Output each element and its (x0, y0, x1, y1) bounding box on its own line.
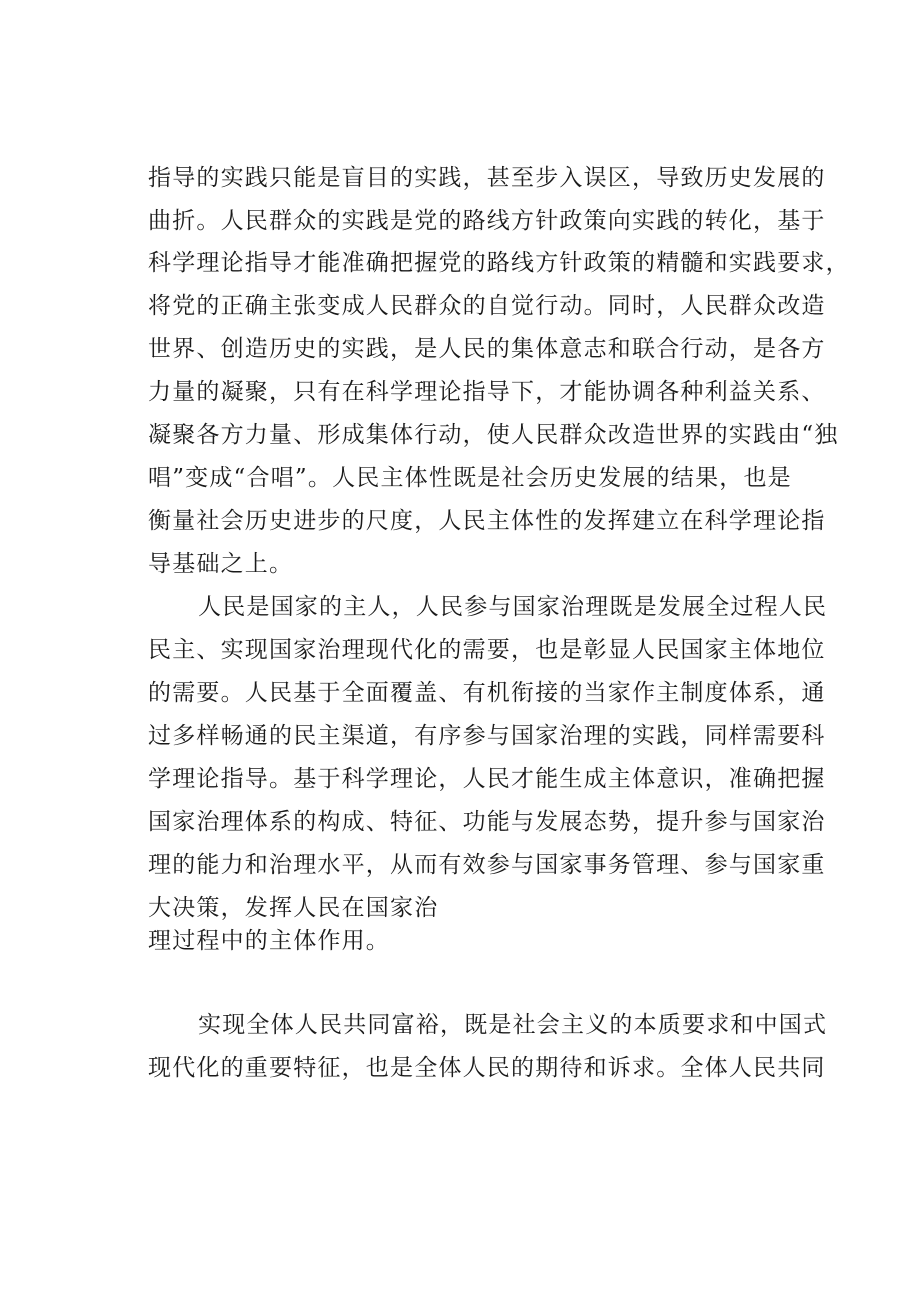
text-line: 人民是国家的主人，人民参与国家治理既是发展全过程人民 (198, 594, 828, 620)
text-line: 力量的凝聚，只有在科学理论指导下，才能协调各种利益关系、 (148, 379, 826, 405)
text-line: 指导的实践只能是盲目的实践，甚至步入误区，导致历史发展的 (148, 165, 826, 191)
text-line: 凝聚各方力量、形成集体行动，使人民群众改造世界的实践由“独 (148, 422, 839, 448)
text-line: 大决策，发挥人民在国家治 (148, 895, 439, 921)
text-line: 理过程中的主体作用。 (148, 928, 390, 954)
text-line: 过多样畅通的民主渠道，有序参与国家治理的实践，同样需要科 (148, 723, 826, 749)
text-line: 现代化的重要特征，也是全体人民的期待和诉求。全体人民共同 (148, 1055, 826, 1081)
text-line: 实现全体人民共同富裕，既是社会主义的本质要求和中国式 (198, 1012, 828, 1038)
text-line: 学理论指导。基于科学理论，人民才能生成主体意识，准确把握 (148, 766, 826, 792)
text-line: 唱”变成“合唱”。人民主体性既是社会历史发展的结果，也是 (148, 465, 792, 491)
text-line: 科学理论指导才能准确把握党的路线方针政策的精髓和实践要求， (148, 250, 850, 276)
text-line: 衡量社会历史进步的尺度，人民主体性的发挥建立在科学理论指 (148, 508, 826, 534)
text-line: 国家治理体系的构成、特征、功能与发展态势，提升参与国家治 (148, 809, 826, 835)
text-line: 导基础之上。 (148, 551, 294, 577)
text-line: 世界、创造历史的实践，是人民的集体意志和联合行动，是各方 (148, 336, 826, 362)
text-line: 将党的正确主张变成人民群众的自觉行动。同时，人民群众改造 (148, 293, 826, 319)
text-line: 曲折。人民群众的实践是党的路线方针政策向实践的转化，基于 (148, 208, 826, 234)
text-line: 民主、实现国家治理现代化的需要，也是彰显人民国家主体地位 (148, 637, 826, 663)
text-line: 理的能力和治理水平，从而有效参与国家事务管理、参与国家重 (148, 852, 826, 878)
text-line: 的需要。人民基于全面覆盖、有机衔接的当家作主制度体系，通 (148, 680, 826, 706)
